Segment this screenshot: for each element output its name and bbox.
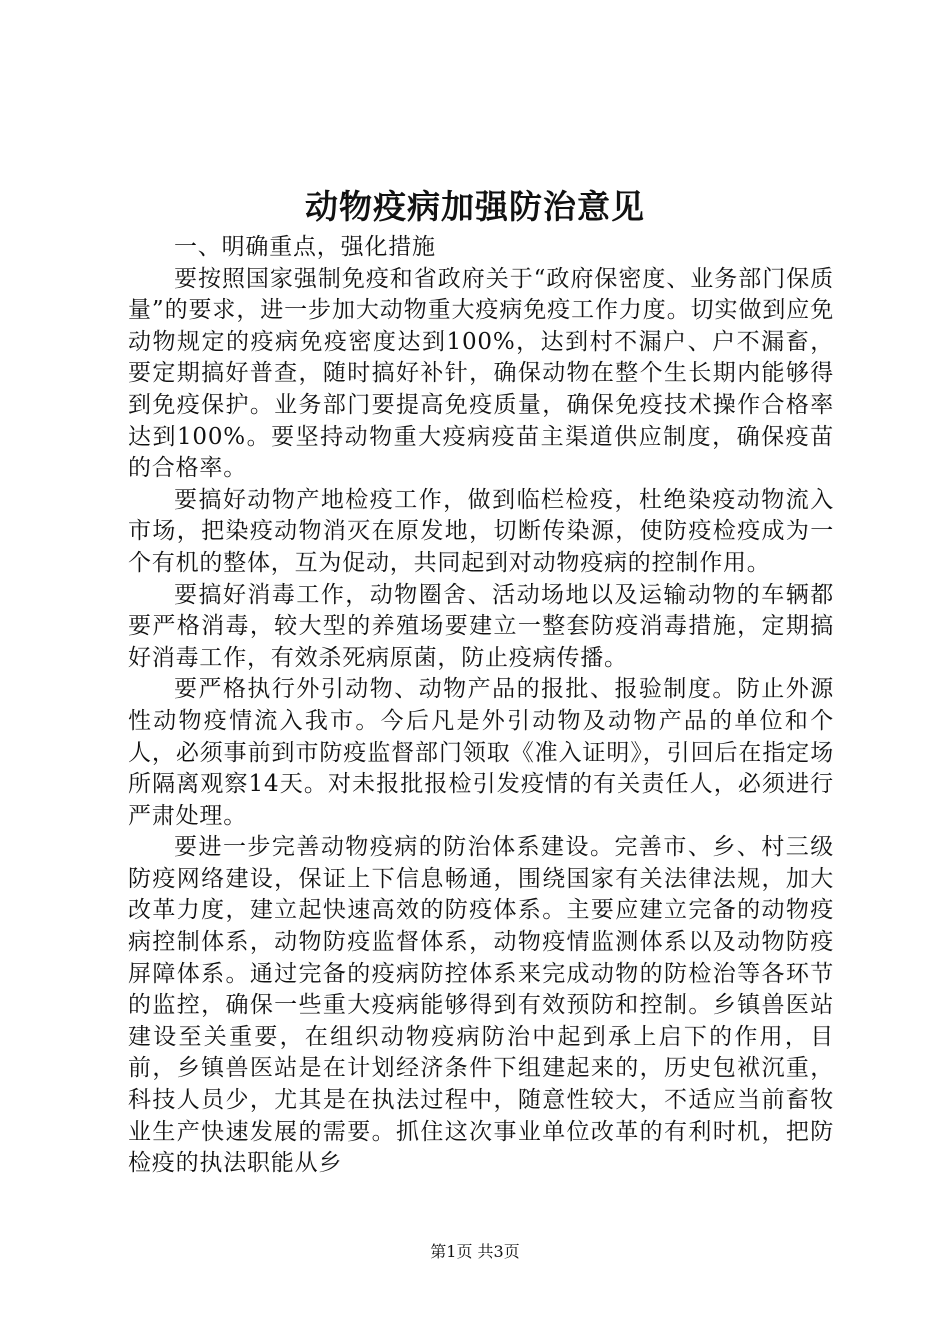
- paragraph: 要搞好消毒工作，动物圈舍、活动场地以及运输动物的车辆都要严格消毒，较大型的养殖场要建立一整套防疫消毒措施，定期搞好消毒工作，有效杀死病原菌，防止疫病传播。: [128, 581, 834, 671]
- document-title: 动物疫病加强防治意见: [305, 187, 645, 226]
- paragraph: 要进一步完善动物疫病的防治体系建设。完善市、乡、村三级防疫网络建设，保证上下信息畅通，围绕国家有关法律法规，加大改革力度，建立起快速高效的防疫体系。主要应建立完备的动物疫病控制体系，动物防疫监督体系，动物疫情监测体系以及动物防疫屏障体系。通过完备的疫病防控体系来完成动物的防检治等各环节的监控，确保一些重大疫病能够得到有效预防和控制。乡镇兽医站建设至关重要，在组织动物疫病防治中起到承上启下的作用，目前，乡镇兽医站是在计划经济条件下组建起来的，历史包袱沉重，科技人员少，尤其是在执法过程中，随意性较大，不适应当前畜牧业生产快速发展的需要。抓住这次事业单位改革的有利时机，把防检疫的执法职能从乡: [128, 834, 834, 1177]
- paragraph: 要严格执行外引动物、动物产品的报批、报验制度。防止外源性动物疫情流入我市。今后凡是外引动物及动物产品的单位和个人，必须事前到市防疫监督部门领取《准入证明》，引回后在指定场所隔离观察14天。对未报批报检引发疫情的有关责任人，必须进行严肃处理。: [128, 676, 834, 829]
- page-footer: [0, 1242, 950, 1262]
- document-body: [128, 232, 834, 1180]
- paragraph: 要搞好动物产地检疫工作，做到临栏检疫，杜绝染疫动物流入市场，把染疫动物消灭在原发地，切断传染源，使防疫检疫成为一个有机的整体，互为促动，共同起到对动物疫病的控制作用。: [128, 486, 834, 576]
- section-heading: 一、明确重点，强化措施: [174, 234, 436, 260]
- paragraph: 要按照国家强制免疫和省政府关于“政府保密度、业务部门保质量”的要求，进一步加大动物重大疫病免疫工作力度。切实做到应免动物规定的疫病免疫密度达到100%，达到村不漏户、户不漏畜，要定期搞好普查，随时搞好补针，确保动物在整个生长期内能够得到免疫保护。业务部门要提高免疫质量，确保免疫技术操作合格率达到100%。要坚持动物重大疫病疫苗主渠道供应制度，确保疫苗的合格率。: [128, 265, 834, 482]
- page-number: 第1页 共3页: [430, 1242, 520, 1261]
